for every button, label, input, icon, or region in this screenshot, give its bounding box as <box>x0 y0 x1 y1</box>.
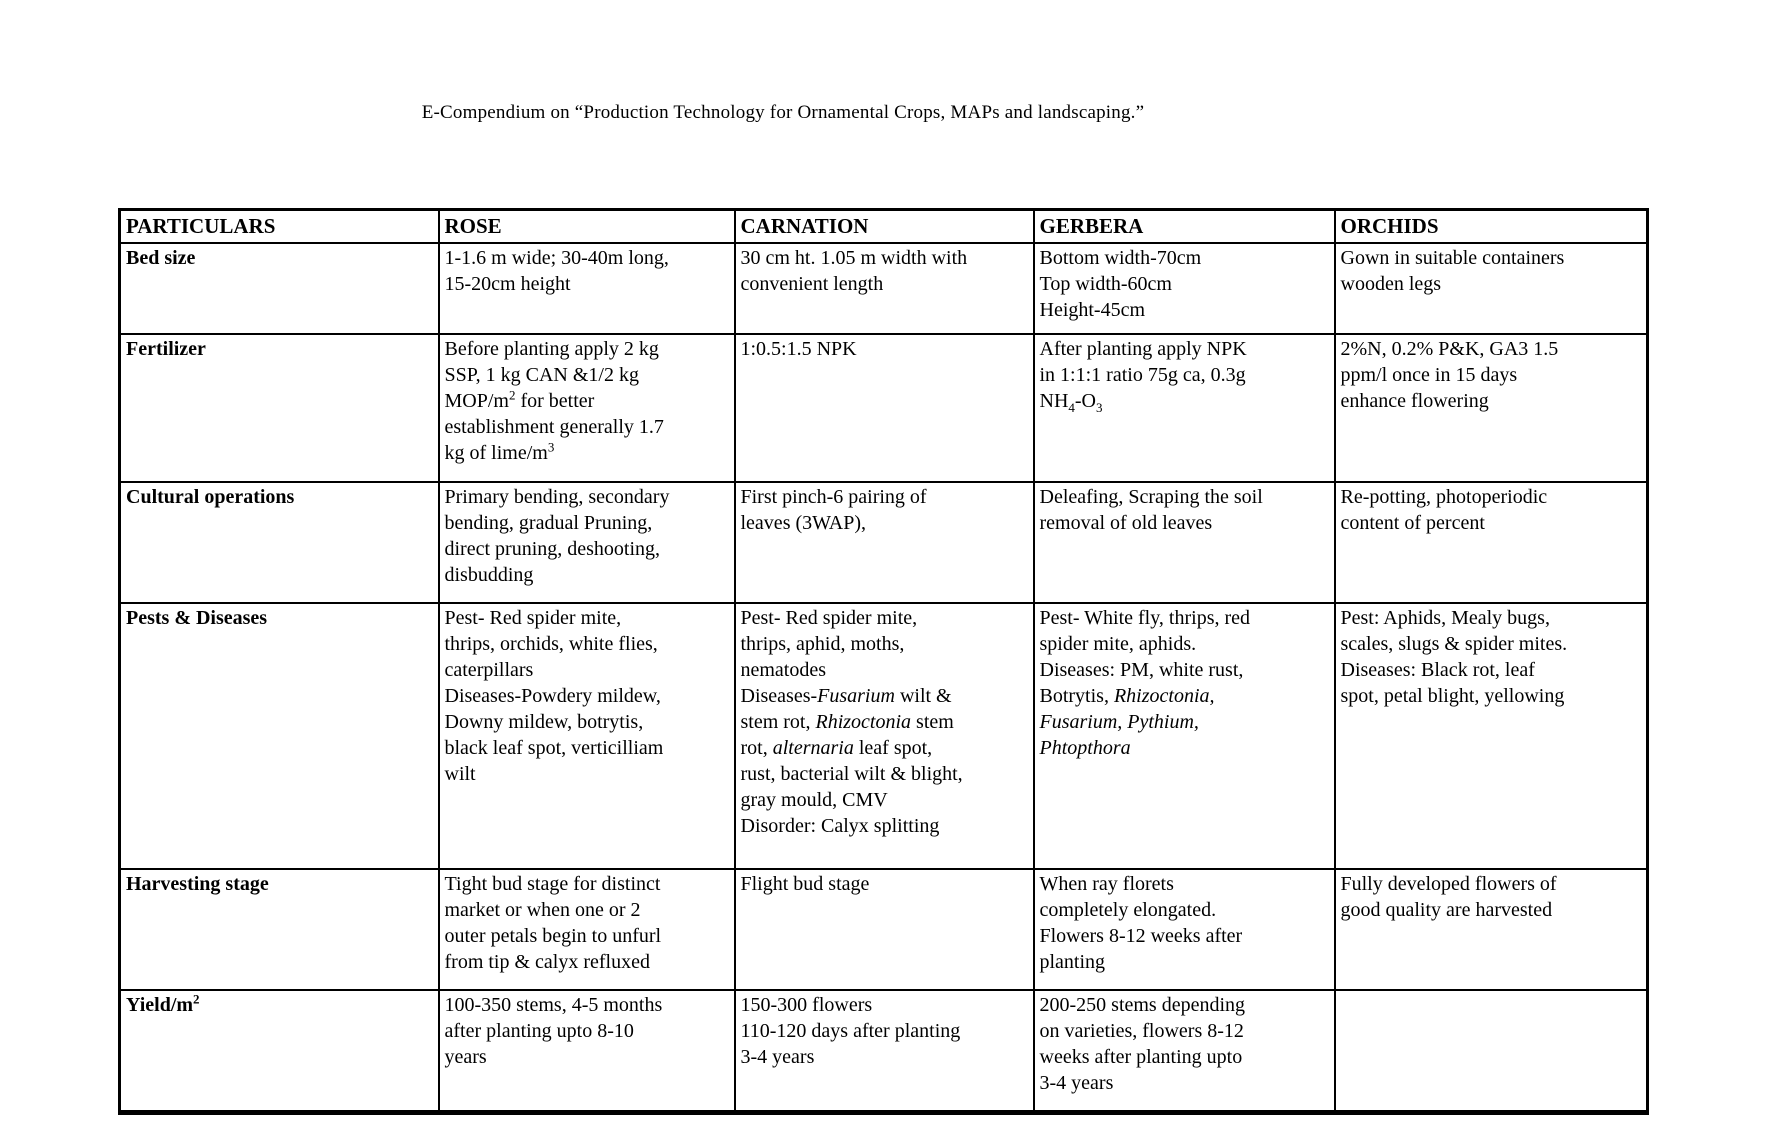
row-label-cell <box>120 869 439 990</box>
text-segment: Diseases- <box>740 685 818 707</box>
cell-line: spot, petal blight, yellowing <box>1340 685 1565 707</box>
cell-line: 1:0.5:1.5 NPK <box>740 338 857 360</box>
text-segment: Rhizoctonia, <box>1113 685 1215 707</box>
table-cell <box>735 334 1034 482</box>
text-segment: Phtopthora <box>1039 737 1131 759</box>
cell-line: in 1:1:1 ratio 75g ca, 0.3g <box>1039 364 1246 386</box>
cell-line <box>445 440 730 466</box>
table-cell <box>1034 243 1335 334</box>
cell-line: planting <box>1039 951 1106 973</box>
cell-line: Diseases: PM, white rust, <box>1039 659 1244 681</box>
table-cell <box>1335 243 1648 334</box>
row-label-cell <box>120 334 439 482</box>
text-segment: rot, <box>740 737 773 759</box>
row-label-cell <box>120 603 439 869</box>
cell-line: black leaf spot, verticilliam <box>444 737 664 759</box>
column-header <box>735 210 1034 244</box>
cell-line: Harvesting stage <box>126 873 269 895</box>
cell-line: wilt <box>444 763 476 785</box>
cell-line: Flight bud stage <box>740 873 870 895</box>
cell-line: Tight bud stage for distinct <box>444 873 661 895</box>
text-segment: 3 <box>1096 400 1103 415</box>
crops-table <box>118 208 1649 1115</box>
cell-line <box>445 388 730 414</box>
table-cell <box>1034 334 1335 482</box>
cell-line: completely elongated. <box>1039 899 1217 921</box>
table-cell <box>735 603 1034 869</box>
table-row <box>120 990 1648 1113</box>
cell-line <box>1040 735 1330 761</box>
cell-line: Top width-60cm <box>1039 273 1172 295</box>
cell-line: thrips, aphid, moths, <box>740 633 905 655</box>
text-segment: -O <box>1074 390 1096 412</box>
cell-line: Cultural operations <box>126 486 295 508</box>
text-segment: Rhizoctonia <box>815 711 912 733</box>
cell-line: First pinch-6 pairing of <box>740 486 927 508</box>
cell-line <box>1040 388 1330 414</box>
text-segment: MOP/m <box>444 390 509 412</box>
table-cell <box>735 990 1034 1113</box>
table-row <box>120 482 1648 603</box>
cell-line: PARTICULARS <box>126 214 276 238</box>
table-cell <box>439 869 735 990</box>
cell-line: bending, gradual Pruning, <box>444 512 653 534</box>
cell-line <box>741 683 1029 709</box>
cell-line: After planting apply NPK <box>1039 338 1247 360</box>
cell-line: Before planting apply 2 kg <box>444 338 659 360</box>
cell-line: ORCHIDS <box>1340 214 1439 238</box>
cell-line: wooden legs <box>1340 273 1442 295</box>
table-cell <box>1335 603 1648 869</box>
cell-line: Disorder: Calyx splitting <box>740 815 940 837</box>
cell-line: spider mite, aphids. <box>1039 633 1197 655</box>
text-segment: for better <box>515 390 595 412</box>
cell-line <box>1040 683 1330 709</box>
cell-line: Flowers 8-12 weeks after <box>1039 925 1243 947</box>
text-segment: stem rot, <box>740 711 816 733</box>
cell-line: market or when one or 2 <box>444 899 641 921</box>
cell-line: Downy mildew, botrytis, <box>444 711 644 733</box>
cell-line: Fully developed flowers of <box>1340 873 1557 895</box>
table-cell <box>1335 482 1648 603</box>
cell-line: 3-4 years <box>1039 1072 1114 1094</box>
cell-line: Diseases-Powdery mildew, <box>444 685 661 707</box>
title-area <box>0 0 1566 126</box>
cell-line: 3-4 years <box>740 1046 815 1068</box>
text-segment: Yield/m <box>126 994 194 1016</box>
cell-line: Bed size <box>126 247 196 269</box>
cell-line: from tip & calyx refluxed <box>444 951 650 973</box>
table-cell <box>1034 869 1335 990</box>
table-cell <box>1335 990 1648 1113</box>
cell-line: GERBERA <box>1039 214 1144 238</box>
cell-line: CARNATION <box>740 214 869 238</box>
cell-line: 110-120 days after planting <box>740 1020 961 1042</box>
page-title: E-Compendium on “Production Technology for Ornamental Crops, MAPs and landscaping.” <box>421 102 1145 123</box>
text-segment: kg of lime/m <box>444 442 548 464</box>
text-segment: 4 <box>1068 400 1075 415</box>
cell-line: disbudding <box>444 564 534 586</box>
cell-line: establishment generally 1.7 <box>444 416 664 438</box>
text-segment: stem <box>911 711 954 733</box>
table-cell <box>439 243 735 334</box>
cell-line: thrips, orchids, white flies, <box>444 633 658 655</box>
cell-line: 100-350 stems, 4-5 months <box>444 994 663 1016</box>
table-cell <box>439 482 735 603</box>
cell-line: 200-250 stems depending <box>1039 994 1246 1016</box>
table-row <box>120 869 1648 990</box>
cell-line: Pest: Aphids, Mealy bugs, <box>1340 607 1550 629</box>
cell-line: after planting upto 8-10 <box>444 1020 634 1042</box>
cell-line: scales, slugs & spider mites. <box>1340 633 1568 655</box>
text-segment: Botrytis, <box>1039 685 1114 707</box>
cell-line <box>741 709 1029 735</box>
table-row <box>120 603 1648 869</box>
cell-line: gray mould, CMV <box>740 789 888 811</box>
cell-line <box>126 992 434 1018</box>
text-segment: 2 <box>508 387 516 403</box>
table-cell <box>735 482 1034 603</box>
cell-line: Diseases: Black rot, leaf <box>1340 659 1535 681</box>
text-segment: 3 <box>547 439 555 455</box>
text-segment: Fusarium <box>817 685 895 707</box>
cell-line: 1-1.6 m wide; 30-40m long, <box>444 247 669 269</box>
table-cell <box>439 603 735 869</box>
table-cell <box>1335 334 1648 482</box>
cell-line: Pest- White fly, thrips, red <box>1039 607 1251 629</box>
table-cell <box>439 334 735 482</box>
cell-line: weeks after planting upto <box>1039 1046 1243 1068</box>
cell-line: caterpillars <box>444 659 534 681</box>
table-body <box>120 243 1648 1113</box>
text-segment: Fusarium, Pythium, <box>1039 711 1199 733</box>
cell-line: Pests & Diseases <box>126 607 268 629</box>
table-cell <box>735 243 1034 334</box>
cell-line: 15-20cm height <box>444 273 571 295</box>
text-segment: NH <box>1039 390 1069 412</box>
table-cell <box>1335 869 1648 990</box>
text-segment: 2 <box>193 991 200 1007</box>
table-cell <box>439 990 735 1113</box>
column-header <box>1034 210 1335 244</box>
cell-line: leaves (3WAP), <box>740 512 867 534</box>
cell-line: content of percent <box>1340 512 1485 534</box>
text-segment: leaf spot, <box>853 737 933 759</box>
text-segment: wilt & <box>894 685 952 707</box>
cell-line <box>741 735 1029 761</box>
cell-line: enhance flowering <box>1340 390 1489 412</box>
cell-line: Primary bending, secondary <box>444 486 670 508</box>
cell-line: convenient length <box>740 273 884 295</box>
text-segment: alternaria <box>772 737 854 759</box>
cell-line: Height-45cm <box>1039 299 1146 321</box>
row-label-cell <box>120 990 439 1113</box>
table-row <box>120 334 1648 482</box>
cell-line: Gown in suitable containers <box>1340 247 1565 269</box>
cell-line: Bottom width-70cm <box>1039 247 1202 269</box>
table-cell <box>1034 482 1335 603</box>
cell-line: ROSE <box>444 214 502 238</box>
table-cell <box>735 869 1034 990</box>
table-cell <box>1034 990 1335 1113</box>
cell-line: Pest- Red spider mite, <box>444 607 622 629</box>
cell-line: SSP, 1 kg CAN &1/2 kg <box>444 364 639 386</box>
table-header-row <box>120 210 1648 244</box>
cell-line: ppm/l once in 15 days <box>1340 364 1518 386</box>
cell-line: removal of old leaves <box>1039 512 1213 534</box>
cell-line: Re-potting, photoperiodic <box>1340 486 1548 508</box>
cell-line: rust, bacterial wilt & blight, <box>740 763 963 785</box>
cell-line: outer petals begin to unfurl <box>444 925 662 947</box>
cell-line <box>1040 709 1330 735</box>
cell-line: nematodes <box>740 659 827 681</box>
cell-line: 2%N, 0.2% P&K, GA3 1.5 <box>1340 338 1559 360</box>
table-cell <box>1034 603 1335 869</box>
row-label-cell <box>120 482 439 603</box>
row-label-cell <box>120 243 439 334</box>
column-header <box>439 210 735 244</box>
cell-line: When ray florets <box>1039 873 1174 895</box>
cell-line: 150-300 flowers <box>740 994 873 1016</box>
cell-line: years <box>444 1046 487 1068</box>
cell-line: on varieties, flowers 8-12 <box>1039 1020 1244 1042</box>
column-header <box>1335 210 1648 244</box>
cell-line: 30 cm ht. 1.05 m width with <box>740 247 968 269</box>
table-row <box>120 243 1648 334</box>
cell-line: Pest- Red spider mite, <box>740 607 918 629</box>
column-header <box>120 210 439 244</box>
cell-line: Fertilizer <box>126 338 206 360</box>
cell-line: good quality are harvested <box>1340 899 1553 921</box>
cell-line: Deleafing, Scraping the soil <box>1039 486 1263 508</box>
cell-line: direct pruning, deshooting, <box>444 538 661 560</box>
